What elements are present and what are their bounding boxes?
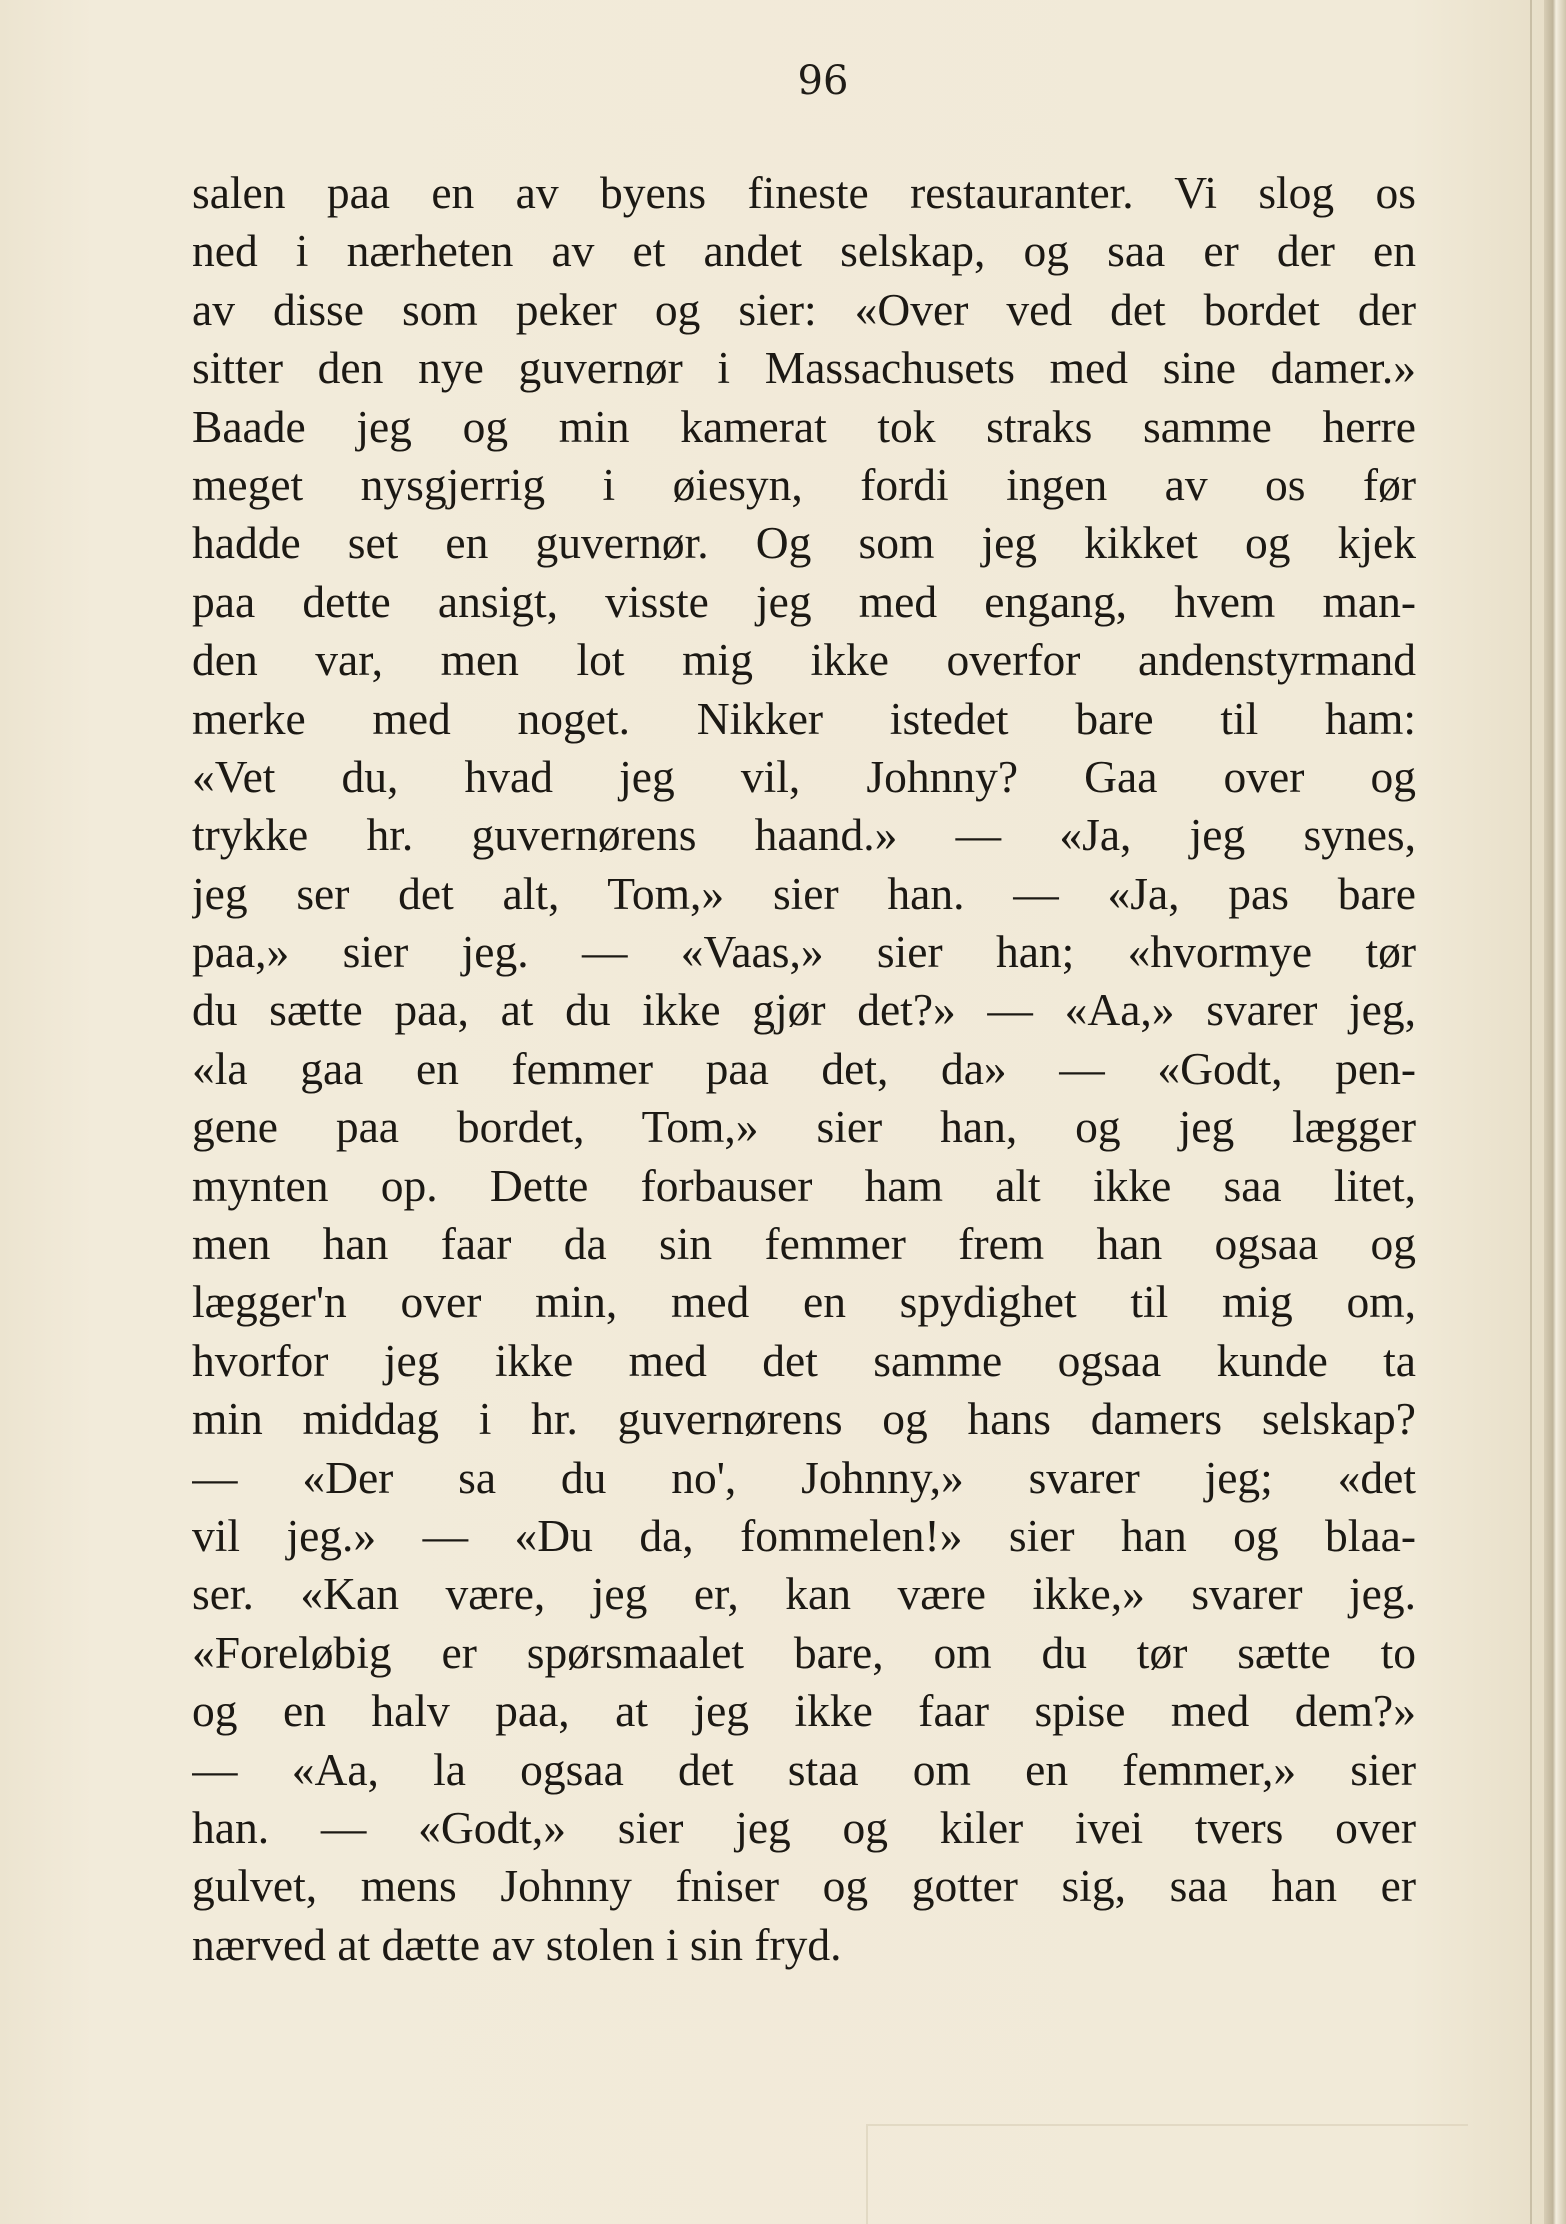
text-line: han. — «Godt,» sier jeg og kiler ivei tvers over <box>192 1801 1416 1853</box>
text-line: «la gaa en femmer paa det, da» — «Godt, pen- <box>192 1042 1416 1094</box>
text-line: salen paa en av byens fineste restauranter. Vi slog os <box>192 167 1416 218</box>
text-line: ser. «Kan være, jeg er, kan være ikke,» svarer jeg. <box>192 1568 1416 1620</box>
text-line: den var, men lot mig ikke overfor andenstyrmand <box>192 634 1416 686</box>
page-number: 96 <box>797 58 849 104</box>
text-line: og en halv paa, at jeg ikke faar spise med dem?» <box>192 1685 1416 1737</box>
text-line: «Vet du, hvad jeg vil, Johnny? Gaa over og <box>192 750 1416 802</box>
text-line: jeg ser det alt, Tom,» sier han. — «Ja, pas bare <box>192 867 1416 919</box>
text-line: hadde set en guvernør. Og som jeg kikket og kjek <box>192 517 1416 569</box>
page-edge-line <box>1530 0 1532 2224</box>
text-line: sitter den nye guvernør i Massachusets med sine damer.» <box>192 342 1416 394</box>
text-line: av disse som peker og sier: «Over ved det bordet der <box>192 283 1416 335</box>
text-line: gulvet, mens Johnny fniser og gotter sig, saa han er <box>192 1860 1416 1912</box>
text-line: trykke hr. guvernørens haand.» — «Ja, jeg synes, <box>192 809 1416 861</box>
text-line: Baade jeg og min kamerat tok straks samme herre <box>192 400 1416 452</box>
text-line: meget nysgjerrig i øiesyn, fordi ingen av os før <box>192 458 1416 510</box>
paper-mark <box>866 2124 1468 2224</box>
text-line: paa dette ansigt, visste jeg med engang, hvem man- <box>192 575 1416 627</box>
text-line: men han faar da sin femmer frem han ogsaa og <box>192 1218 1416 1270</box>
text-line: du sætte paa, at du ikke gjør det?» — «Aa,» svarer jeg, <box>192 984 1416 1036</box>
text-line: paa,» sier jeg. — «Vaas,» sier han; «hvormye tør <box>192 926 1416 978</box>
text-line: vil jeg.» — «Du da, fommelen!» sier han og blaa- <box>192 1509 1416 1561</box>
text-line: nærved at dætte av stolen i sin fryd. <box>192 1918 842 1970</box>
text-line: ned i nærheten av et andet selskap, og saa er der en <box>192 225 1416 277</box>
text-line: hvorfor jeg ikke med det samme ogsaa kunde ta <box>192 1334 1416 1386</box>
text-line: «Foreløbig er spørsmaalet bare, om du tør sætte to <box>192 1626 1416 1678</box>
text-line: merke med noget. Nikker istedet bare til ham: <box>192 692 1416 744</box>
text-line: min middag i hr. guvernørens og hans damers selskap? <box>192 1393 1416 1445</box>
text-line: mynten op. Dette forbauser ham alt ikke saa litet, <box>192 1159 1416 1211</box>
text-line: — «Der sa du no', Johnny,» svarer jeg; «det <box>192 1451 1416 1503</box>
text-line: lægger'n over min, med en spydighet til mig om, <box>192 1276 1416 1328</box>
page-edge-shadow <box>1544 0 1566 2224</box>
text-line: — «Aa, la ogsaa det staa om en femmer,» sier <box>192 1743 1416 1795</box>
text-line: gene paa bordet, Tom,» sier han, og jeg lægger <box>192 1101 1416 1153</box>
body-text <box>192 164 1416 1974</box>
